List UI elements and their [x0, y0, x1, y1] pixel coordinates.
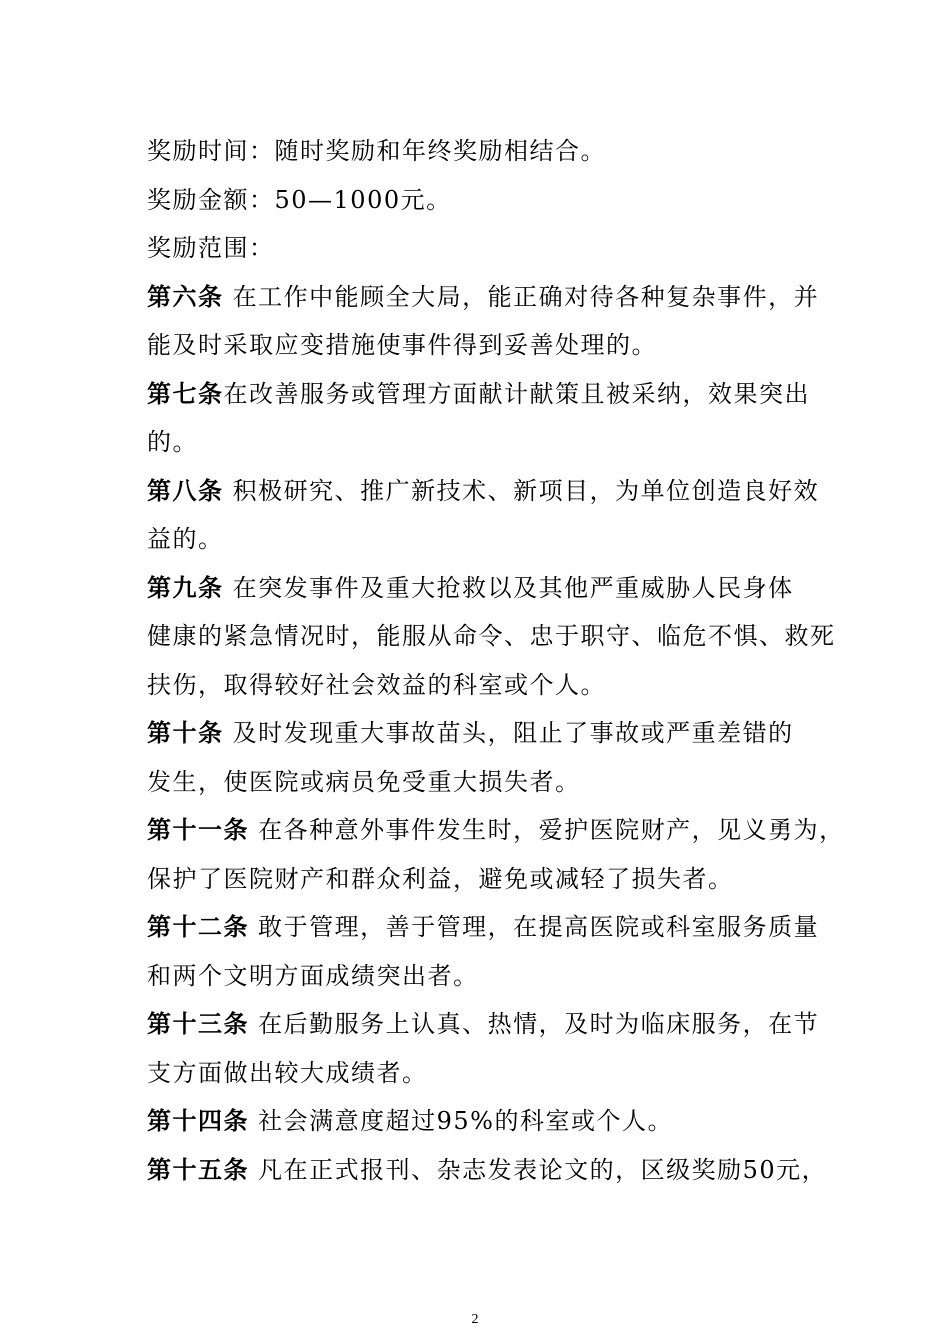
article-9-line-2: 健康的紧急情况时，能服从命令、忠于职守、临危不惧、救死 — [147, 622, 836, 650]
article-15-text: 凡在正式报刊、杂志发表论文的，区级奖励50元， — [249, 1155, 828, 1184]
article-10-text: 及时发现重大事故苗头，阻止了事故或严重差错的 — [223, 719, 794, 747]
document-body — [147, 127, 845, 1194]
article-9-line-1 — [147, 564, 819, 613]
article-12-line-1 — [147, 903, 819, 952]
article-9-line-3: 扶伤，取得较好社会效益的科室或个人。 — [147, 670, 606, 699]
article-8-line-1 — [147, 467, 819, 516]
article-11-line-1 — [147, 806, 845, 855]
article-13-line-2: 支方面做出较大成绩者。 — [147, 1058, 428, 1087]
article-10-label: 第十条 — [147, 719, 224, 747]
article-8-text: 积极研究、推广新技术、新项目，为单位创造良好效 — [223, 476, 820, 505]
article-6-line-2: 能及时采取应变措施使事件得到妥善处理的。 — [147, 331, 657, 359]
article-8-label: 第八条 — [147, 476, 224, 505]
article-11-text: 在各种意外事件发生时，爱护医院财产，见义勇为， — [249, 816, 845, 844]
article-9-label: 第九条 — [147, 573, 224, 602]
article-15-line-1 — [147, 1146, 828, 1195]
article-12-line-2: 和两个文明方面成绩突出者。 — [147, 961, 479, 990]
article-13-text: 在后勤服务上认真、热情，及时为临床服务，在节 — [249, 1010, 820, 1038]
article-14-line-1 — [147, 1097, 819, 1146]
article-14-text: 社会满意度超过95%的科室或个人。 — [249, 1107, 673, 1135]
article-7-text: 在改善服务或管理方面献计献策且被采纳，效果突出 — [223, 379, 810, 408]
article-7-line-2: 的。 — [147, 428, 198, 456]
article-7-label: 第七条 — [147, 379, 224, 408]
article-12-label: 第十二条 — [147, 913, 249, 941]
article-6-text: 在工作中能顾全大局，能正确对待各种复杂事件，并 — [223, 282, 820, 311]
article-14-label: 第十四条 — [147, 1107, 249, 1135]
article-12-text: 敢于管理，善于管理，在提高医院或科室服务质量 — [249, 913, 820, 941]
article-11-line-2: 保护了医院财产和群众利益，避免或减轻了损失者。 — [147, 864, 734, 893]
intro-reward-time: 奖励时间：随时奖励和年终奖励相结合。 — [147, 137, 606, 165]
article-8-line-2: 益的。 — [147, 525, 224, 553]
article-10-line-1 — [147, 709, 819, 758]
article-10-line-2: 发生，使医院或病员免受重大损失者。 — [147, 767, 581, 796]
article-6-label: 第六条 — [147, 282, 224, 311]
article-13-label: 第十三条 — [147, 1010, 249, 1038]
article-6-line-1 — [147, 273, 819, 322]
intro-reward-amount: 奖励金额：50—1000元。 — [147, 185, 452, 214]
page-number: 2 — [471, 1312, 479, 1327]
article-11-label: 第十一条 — [147, 816, 249, 844]
article-13-line-1 — [147, 1000, 819, 1049]
article-15-label: 第十五条 — [147, 1155, 249, 1184]
intro-reward-scope: 奖励范围： — [147, 234, 275, 262]
article-9-text: 在突发事件及重大抢救以及其他严重威胁人民身体 — [223, 573, 794, 602]
article-7-line-1 — [147, 370, 819, 419]
